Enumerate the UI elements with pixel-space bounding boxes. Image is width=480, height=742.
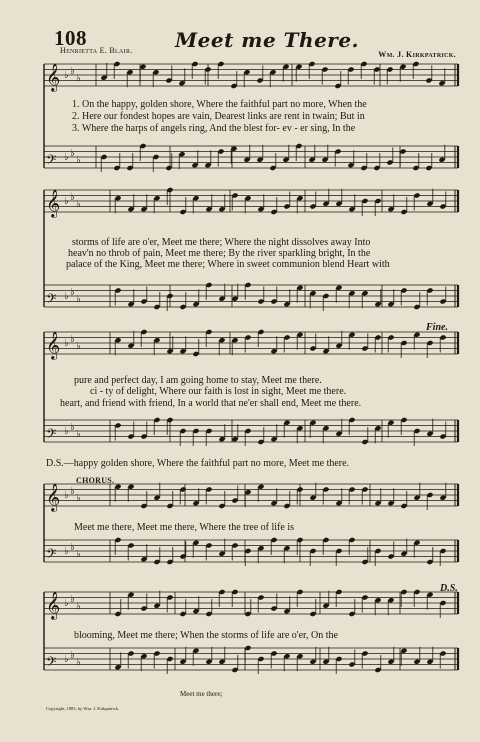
flat-sign-icon: ♭ [64,546,69,557]
flat-sign-icon: ♭ [64,490,69,501]
page-number: 108 [54,26,87,50]
flat-sign-icon: ♭ [64,654,69,665]
treble-clef-icon: 𝄞 [46,63,61,91]
flat-sign-icon: ♭ [70,542,75,553]
flat-sign-icon: ♭ [76,199,81,210]
flat-sign-icon: ♭ [76,429,81,440]
flat-sign-icon: ♭ [76,341,81,352]
treble-clef-icon: 𝄞 [46,189,61,217]
flat-sign-icon: ♭ [64,291,69,302]
flat-sign-icon: ♭ [70,334,75,345]
flat-sign-icon: ♭ [64,338,69,349]
flat-sign-icon: ♭ [70,422,75,433]
flat-sign-icon: ♭ [76,73,81,84]
flat-sign-icon: ♭ [76,155,81,166]
flat-sign-icon: ♭ [64,598,69,609]
chorus-lyric-line2: blooming, Meet me there; When the storms of life are o'er, On the [74,630,338,641]
flat-sign-icon: ♭ [64,196,69,207]
flat-sign-icon: ♭ [70,66,75,77]
ds-marker: D.S. [440,583,458,594]
bass-clef-icon: 𝄢 [46,426,57,445]
system2-verse3: palace of the King, Meet me there; Where in sweet communion blend Heart with [66,259,390,270]
system3-verse2: ci - ty of delight, Where our faith is lost in sight, Meet me there. [90,386,347,397]
ds-return-line: D.S.—happy golden shore, Where the faithful part no more, Meet me there. [46,458,350,469]
chorus-heading: CHORUS. [76,476,115,485]
flat-sign-icon: ♭ [70,486,75,497]
system1-verse1: 1. On the happy, golden shore, Where the faithful part no more, When the [72,99,367,110]
flat-sign-icon: ♭ [76,493,81,504]
flat-sign-icon: ♭ [70,650,75,661]
flat-sign-icon: ♭ [64,426,69,437]
bass-lyric: Meet me there; [180,690,223,698]
flat-sign-icon: ♭ [76,294,81,305]
chorus-lyric-line1: Meet me there, Meet me there, Where the tree of life is [74,522,294,533]
hymn-title: Meet me There. [175,28,360,52]
system1-verse2: 2. Here our fondest hopes are vain, Dearest links are rent in twain; But in [72,111,365,122]
flat-sign-icon: ♭ [70,287,75,298]
bass-clef-icon: 𝄢 [46,546,57,565]
flat-sign-icon: ♭ [70,594,75,605]
composer-credit: Wm. J. Kirkpatrick. [378,50,456,59]
flat-sign-icon: ♭ [70,192,75,203]
flat-sign-icon: ♭ [70,148,75,159]
flat-sign-icon: ♭ [64,152,69,163]
system2-verse1: storms of life are o'er, Meet me there; Where the night dissolves away Into [72,237,371,248]
system3-verse1: pure and perfect day, I am going home to stay, Meet me there. [74,375,322,386]
flat-sign-icon: ♭ [64,70,69,81]
author-credit: Henrietta E. Blair. [60,46,133,55]
treble-clef-icon: 𝄞 [46,591,61,619]
flat-sign-icon: ♭ [76,601,81,612]
flat-sign-icon: ♭ [76,657,81,668]
treble-clef-icon: 𝄞 [46,483,61,511]
treble-clef-icon: 𝄞 [46,331,61,359]
bass-clef-icon: 𝄢 [46,152,57,171]
fine-marker: Fine. [426,322,448,333]
system3-verse3: heart, and friend with friend, In a world that ne'er shall end, Meet me there. [60,398,362,409]
copyright-notice: Copyright, 1885, by Wm. J. Kirkpatrick. [46,706,120,711]
bass-clef-icon: 𝄢 [46,291,57,310]
bass-clef-icon: 𝄢 [46,654,57,673]
flat-sign-icon: ♭ [76,549,81,560]
system1-verse3: 3. Where the harps of angels ring, And the blest for- ev - er sing, In the [72,123,356,134]
system2-verse2: heav'n no throb of pain, Meet me there; By the river sparkling bright, In the [68,248,371,259]
